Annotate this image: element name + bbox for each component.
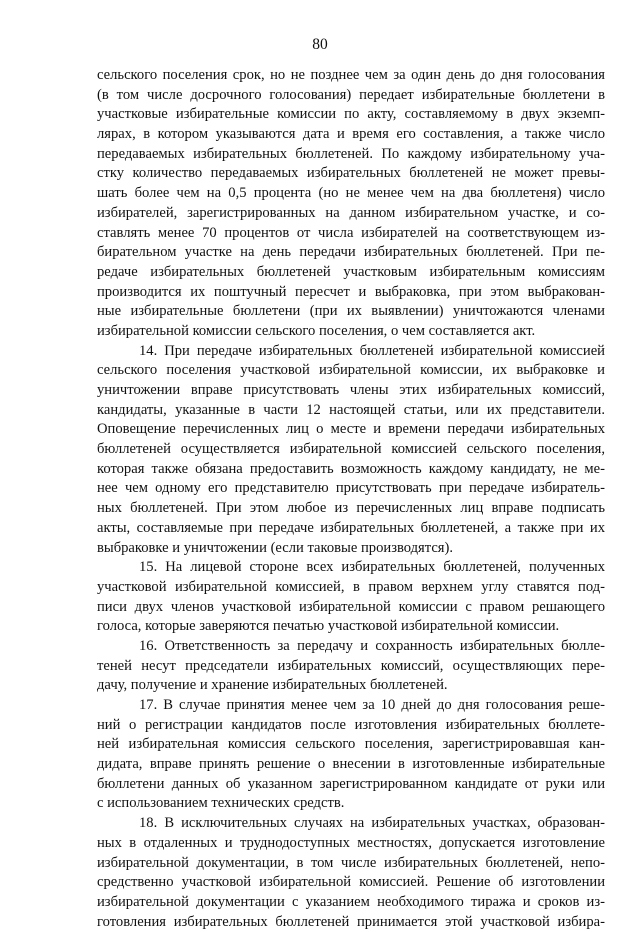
text-line: дачу, получение и хранение избирательных бюллетеней. [97, 677, 448, 694]
text-line: писи двух членов участковой избирательной комиссии с правом решающего [97, 598, 605, 615]
paragraph-item-14 [97, 342, 605, 559]
text-line: 14. При передаче избирательных бюллетеней избирательной комиссией [139, 342, 605, 359]
paragraph-item-17 [97, 696, 605, 814]
text-line: сельского поселения участковой избирательной комиссии, их выбраковке и [97, 362, 605, 379]
text-line: дидата, вправе принять решение о внесении в изготовленные избирательные [97, 756, 605, 773]
paragraph-item-16 [97, 637, 605, 696]
text-line: 15. На лицевой стороне всех избирательных бюллетеней, полученных [139, 559, 605, 576]
text-line: участковые избирательные комиссии по акту, составляемому в двух экземп- [97, 106, 605, 123]
paragraph-item-15 [97, 558, 605, 637]
text-line: (в том числе досрочного голосования) передает избирательные бюллетени в [97, 86, 605, 103]
text-line: бирательном участке на день передачи избирательных бюллетеней. При пе- [97, 244, 605, 261]
text-line: производится их поштучный пересчет и выбраковка, при этом выбракован- [97, 283, 605, 300]
text-line: избирательной документации, в том числе избирательных бюллетеней, непо- [97, 854, 605, 871]
text-line: избирательной комиссии сельского поселения, о чем составляется акт. [97, 322, 536, 339]
text-line: ний о регистрации кандидатов после изготовления избирательных бюллете- [97, 716, 605, 733]
text-line: голоса, которые заверяются печатью участковой избирательной комиссии. [97, 618, 560, 635]
text-line: с использованием технических средств. [97, 795, 345, 812]
text-line: лярах, в котором указываются дата и время его составления, а также число [97, 126, 605, 143]
text-line: шать более чем на 0,5 процента (но не менее чем на два бюллетеня) число [97, 185, 605, 202]
paragraph-continuation [97, 66, 605, 342]
paragraph-item-18 [97, 814, 605, 932]
text-line: передаваемых избирательных бюллетеней. По каждому избирательному уча- [97, 145, 605, 162]
text-line: ней избирательная комиссия сельского поселения, зарегистрировавшая кан- [97, 736, 605, 753]
text-line: которая также обязана предоставить возможность каждому кандидату, не ме- [97, 460, 605, 477]
text-line: акты, составляемые при передаче избирательных бюллетеней, а также при их [97, 519, 605, 536]
text-line: уничтожении вправе присутствовать члены этих избирательных комиссий, [97, 382, 605, 398]
text-line: бюллетеней осуществляется избирательной комиссией сельского поселения, [97, 441, 605, 458]
text-line: участковой избирательной комиссией, в правом верхнем углу ставятся под- [97, 578, 605, 595]
text-line: теней несут председатели избирательных комиссий, осуществляющих пере- [97, 657, 605, 674]
text-line: нее чем одному его представителю присутствовать при передаче избиратель- [97, 480, 605, 497]
text-line: 17. В случае принятия менее чем за 10 дней до дня голосования реше- [139, 697, 605, 713]
text-line: ные избирательные бюллетени (при их выявлении) уничтожаются членами [97, 303, 605, 320]
page-number: 80 [312, 36, 328, 53]
text-line: редаче избирательных бюллетеней участковым избирательным комиссиям [97, 263, 605, 280]
text-line: ных бюллетеней. При этом любое из перечисленных лиц вправе подписать [97, 500, 605, 517]
text-line: 16. Ответственность за передачу и сохранность избирательных бюлле- [139, 637, 605, 654]
text-line: стку количество передаваемых избирательных бюллетеней не может превы- [97, 165, 605, 182]
text-line: избирательной документации с указанием необходимого тиража и сроков из- [97, 893, 605, 910]
text-line: готовления избирательных бюллетеней принимается этой участковой избира- [97, 913, 605, 930]
text-line: 18. В исключительных случаях на избирательных участках, образован- [139, 815, 605, 832]
text-line: сельского поселения срок, но не позднее чем за один день до дня голосования [97, 67, 605, 83]
document-body [97, 66, 605, 932]
text-line: выбраковке и уничтожении (если таковые производятся). [97, 539, 454, 556]
text-line: бюллетени данных об указанном зарегистрированном кандидате от руки или [97, 775, 605, 792]
text-line: ставлять менее 70 процентов от числа избирателей на соответствующем из- [97, 224, 605, 241]
text-line: средственно участковой избирательной комиссией. Решение об изготовлении [97, 874, 605, 891]
text-line: избирателей, зарегистрированных на данном избирательном участке, и со- [97, 204, 605, 221]
text-line: ных в отдаленных и труднодоступных местностях, допускается изготовление [97, 834, 605, 851]
text-line: Оповещение перечисленных лиц о месте и времени передачи избирательных [97, 421, 605, 438]
text-line: кандидаты, указанные в части 12 настоящей статьи, или их представители. [97, 401, 605, 418]
